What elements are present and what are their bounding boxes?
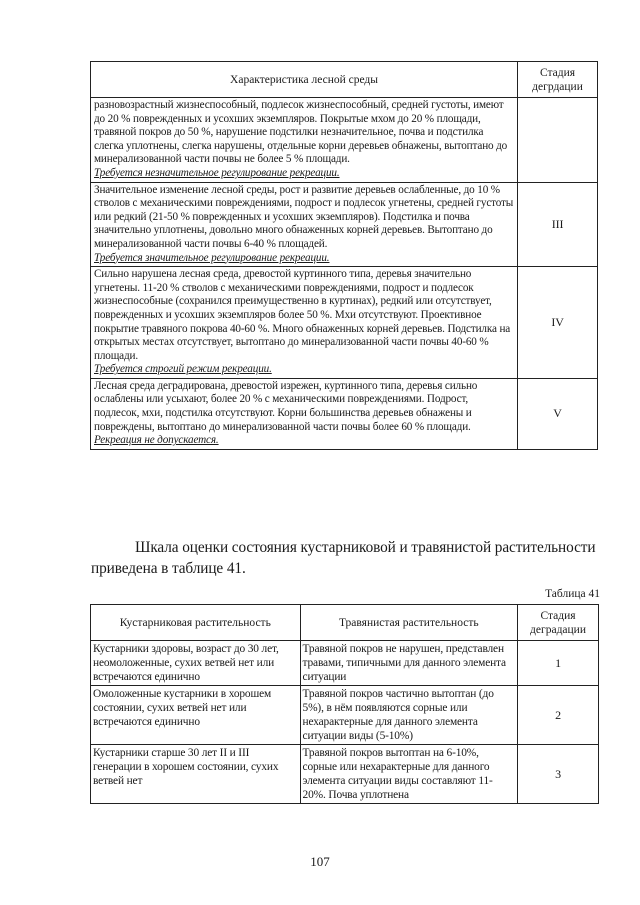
table-row [91, 686, 599, 745]
row-stage: III [518, 182, 598, 267]
table-row [91, 745, 599, 804]
row-grass: Травяной покров не нарушен, представлен травами, типичными для данного элемента ситуации [300, 641, 518, 686]
row-shrub: Омоложенные кустарники в хорошем состоянии, сухих ветвей нет или встречаются единично [91, 686, 301, 745]
header-stage: Стадия дегрдации [518, 62, 598, 98]
table-row [91, 378, 598, 449]
row-description [91, 378, 518, 449]
row-requirement: Требуется незначительное регулирование рекреации. [94, 166, 340, 179]
row-stage: IV [518, 267, 598, 379]
row-grass: Травяной покров частично вытоптан (до 5%), в нём появляются сорные или нехарактерные для данного элемента ситуации виды (5-10%) [300, 686, 518, 745]
table-row [91, 641, 599, 686]
row-grass: Травяной покров вытоптан на 6-10%, сорные или нехарактерные для данного элемента ситуации виды составляют 11-20%. Почва уплотнена [300, 745, 518, 804]
row-text: Сильно нарушена лесная среда, древостой куртинного типа, деревья значительно угнетены. 11-20 % стволов с механическими повреждениями, подрост и подлесок жизнеспособные (сохранился преимущественно в куртинах), редкий или отсутствует, поврежденных и усохших экземпляров более 50 %. Мхи отсутствуют. Проективное покрытие травяного покрова 40-60 %. Много обнаженных корней деревьев. Подстилка на открытых местах отсутствует, вытоптано до минерализованной части почвы 40-60 % площади. [94, 268, 511, 362]
header-grass: Травянистая растительность [300, 605, 518, 641]
forest-degradation-table [90, 61, 598, 450]
table-caption: Таблица 41 [545, 588, 600, 600]
header-characteristic: Характеристика лесной среды [91, 62, 518, 98]
row-stage: 1 [518, 641, 599, 686]
row-text: Значительное изменение лесной среды, рост и развитие деревьев ослабленные, до 10 % стволов с механическими повреждениями, подрост и подлесок угнетены, средней густоты или редкий (21-50 % поврежденных и усохших экземпляров). Подстилка и почва значительно уплотнены, довольно много обнаженных корней деревьев. Вытоптано до минерализованной части почвы 6-40 % площадей. [94, 183, 514, 250]
row-description [91, 267, 518, 379]
row-stage [518, 98, 598, 183]
row-description [91, 182, 518, 267]
row-stage: 3 [518, 745, 599, 804]
table-row [91, 267, 598, 379]
row-stage: V [518, 378, 598, 449]
shrub-grass-table [90, 604, 599, 804]
table-header-row [91, 62, 598, 98]
row-requirement: Требуется значительное регулирование рекреации. [94, 251, 330, 264]
intro-paragraph: Шкала оценки состояния кустарниковой и травянистой растительности приведена в таблице 41. [91, 539, 596, 577]
row-stage: 2 [518, 686, 599, 745]
row-shrub: Кустарники здоровы, возраст до 30 лет, неомоложенные, сухих ветвей нет или встречаются единично [91, 641, 301, 686]
page-number: 107 [310, 854, 330, 869]
table-row [91, 182, 598, 267]
row-shrub: Кустарники старше 30 лет II и III генерации в хорошем состоянии, сухих ветвей нет [91, 745, 301, 804]
header-shrub: Кустарниковая растительность [91, 605, 301, 641]
row-requirement: Рекреация не допускается. [94, 434, 219, 447]
row-requirement: Требуется строгий режим рекреации. [94, 363, 272, 376]
row-description [91, 98, 518, 183]
table-row [91, 98, 598, 183]
header-stage: Стадия деградации [518, 605, 599, 641]
table-header-row [91, 605, 599, 641]
row-text: разновозрастный жизнеспособный, подлесок жизнеспособный, средней густоты, имеют до 20 % поврежденных и усохших экземпляров. Покрытые мхом до 20 % площади, травяной покров до 50 %, нарушение подстилки незначительное, почва и подстилка слегка уплотнены, слегка нарушены, отдельные корни деревьев обнажены, вытоптано до минерализованной части почвы не более 5 % площади. [94, 99, 508, 166]
row-text: Лесная среда деградирована, древостой изрежен, куртинного типа, деревья сильно ослаблены или усыхают, более 20 % с механическими повреждениями. Подрост, подлесок, мхи, подстилка отсутствуют. Корни большинства деревьев обнажены и повреждены, вытоптано до минерализованной части почвы более 60 % площади. [94, 379, 478, 433]
